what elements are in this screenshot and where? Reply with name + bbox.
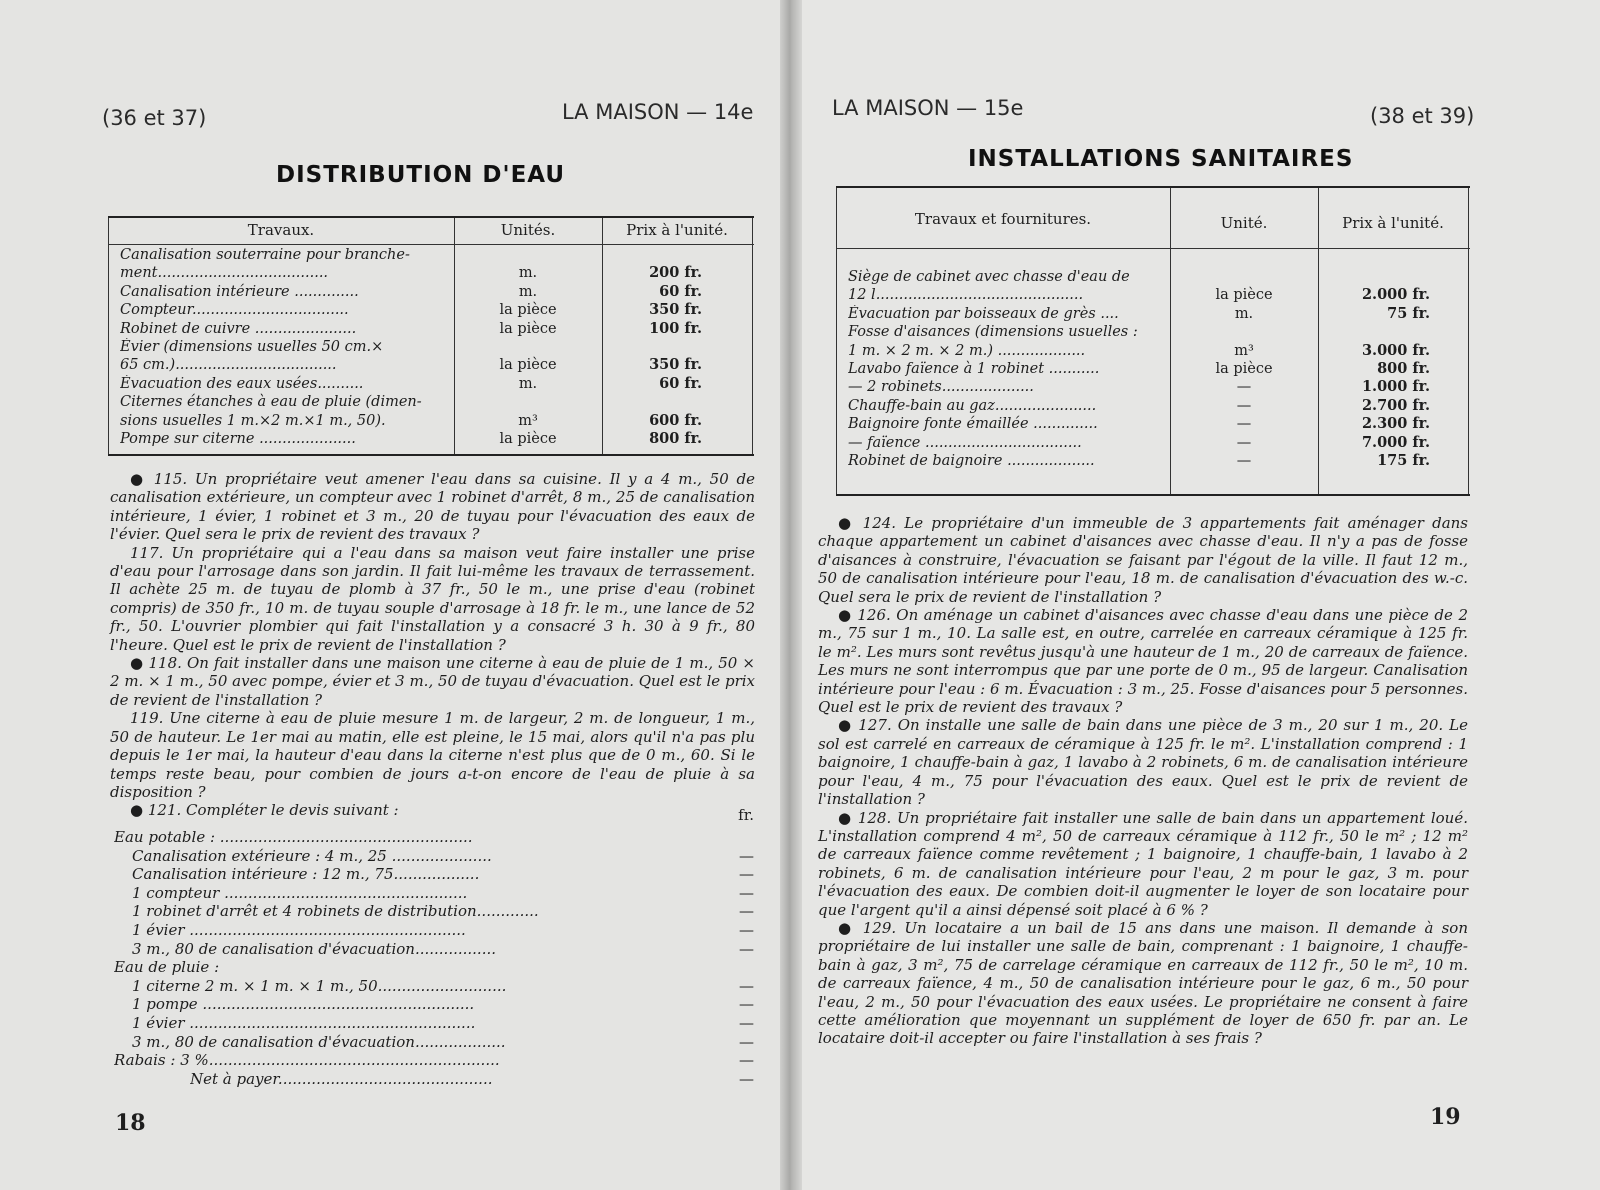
table-row-unit: — bbox=[1236, 397, 1252, 414]
estimate-line-text: Eau potable : ..................................................... bbox=[114, 828, 473, 846]
table-row-price: 2.700 fr. bbox=[1361, 396, 1430, 414]
table-row-price: 350 fr. bbox=[649, 356, 702, 374]
estimate-line bbox=[114, 995, 754, 1014]
estimate-line bbox=[114, 1051, 754, 1070]
estimate-line-amount: — bbox=[739, 1013, 754, 1032]
estimate-line bbox=[114, 1014, 754, 1033]
estimate-line bbox=[114, 940, 754, 959]
estimate-line-text: Eau de pluie : bbox=[114, 958, 220, 977]
estimate-line bbox=[114, 958, 754, 977]
table-row-label: Canalisation intérieure .............. bbox=[120, 283, 359, 300]
right-price-table bbox=[836, 186, 1470, 496]
problem-paragraph: ● 126. On aménage un cabinet d'aisances avec chasse d'eau dans une pièce de 2 m., 75 sur 1 m., 10. La salle est, en outre, carrelée en carreaux céramique à 125 fr. le m². Les murs sont revêtus jusqu'à une hauteur de 1 m., 20 de carreaux de faïence. Les murs ne sont interrompus que par une porte de 0 m., 95 de largeur. Canalisation intérieure pour l'eau : 6 m. Évacuation : 3 m., 25. Fosse d'aisances pour 5 personnes. Quel est le prix de revient des travaux ? bbox=[818, 606, 1468, 717]
table-row-unit: m³ bbox=[1234, 342, 1254, 359]
problem-paragraph: 119. Une citerne à eau de pluie mesure 1 m. de largeur, 2 m. de longueur, 1 m., 50 de hauteur. Le 1er mai au matin, elle est pleine, le 15 mai, alors qu'il n'a pas plu depuis le 1er mai, la hauteur d'eau dans la citerne n'est plus que de 0 m., 60. Si le temps reste beau, pour combien de jours a-t-on encore de l'eau de pluie à sa disposition ? bbox=[110, 709, 755, 801]
left-price-table bbox=[108, 216, 754, 456]
estimate-line-amount: — bbox=[739, 1032, 754, 1051]
estimate-line bbox=[114, 902, 754, 921]
left-page bbox=[0, 0, 790, 1190]
table-row-label: Lavabo faïence à 1 robinet ........... bbox=[848, 361, 1100, 377]
table-row-label: Évacuation des eaux usées.......... bbox=[120, 375, 364, 392]
table-row-label: Fosse d'aisances (dimensions usuelles : bbox=[848, 324, 1138, 341]
left-header-chapter: LA MAISON — 14e bbox=[562, 100, 754, 124]
table-row-unit: — bbox=[1236, 379, 1252, 396]
right-page bbox=[790, 0, 1600, 1190]
estimate-line bbox=[114, 847, 754, 866]
estimate-line-text: 1 pompe ......................................................... bbox=[132, 995, 475, 1014]
table-row-price: 3.000 fr. bbox=[1361, 341, 1430, 359]
table-row-label: Robinet de baignoire ................... bbox=[848, 453, 1095, 469]
estimate-line-text: Canalisation extérieure : 4 m., 25 ..................... bbox=[132, 846, 492, 865]
estimate-line-text: 1 citerne 2 m. × 1 m. × 1 m., 50........................... bbox=[132, 976, 507, 995]
estimate-line-amount: — bbox=[739, 902, 754, 921]
table-row-price: 2.300 fr. bbox=[1361, 415, 1430, 433]
table-row-price: 60 fr. bbox=[659, 282, 702, 300]
table-row-unit: — bbox=[1236, 434, 1252, 451]
left-problems bbox=[110, 470, 755, 820]
estimate-line-text: Rabais : 3 %............................................................. bbox=[114, 1051, 500, 1070]
problem-paragraph: 117. Un propriétaire qui a l'eau dans sa maison veut faire installer une prise d'eau pour l'arrosage dans son jardin. Il fait lui-même les travaux de terrassement. Il achète 25 m. de tuyau de plomb à 37 fr., 50 le m., une prise d'eau (robinet compris) de 350 fr., 10 m. de tuyau souple d'arrosage à 18 fr. le m., une lance de 52 fr., 50. L'ouvrier plombier qui fait l'installation y a consacré 3 h. 30 à 9 fr., 80 l'heure. Quel est le prix de revient de l'installation ? bbox=[110, 543, 755, 654]
left-table-header-works: Travaux. bbox=[247, 221, 315, 239]
left-page-title: DISTRIBUTION D'EAU bbox=[276, 162, 566, 188]
table-row-price: 800 fr. bbox=[1377, 360, 1430, 377]
table-row-label: 1 m. × 2 m. × 2 m.) ................... bbox=[848, 342, 1086, 359]
estimate-line-text: 1 compteur ................................................... bbox=[132, 883, 468, 902]
table-row-label: — faïence .................................. bbox=[848, 434, 1082, 451]
problem-paragraph: ● 128. Un propriétaire fait installer une salle de bain dans un appartement loué. L'installation comprend 4 m², 50 de carreaux céramique à 112 fr., 50 le m² ; 12 m² de carreaux faïence comme revêtement ; 1 baignoire, 1 chauffe-bain, 1 lavabo à 2 robinets, 6 m. de canalisation intérieure pour l'eau, 2 m pour le gaz, 3 m. pour l'évacuation des eaux. De combien doit-il augmenter le loyer de son locataire pour que l'argent qu'il a ainsi dépensé soit placé à 6 % ? bbox=[818, 808, 1468, 919]
problem-paragraph: ● 121. Compléter le devis suivant : bbox=[130, 801, 399, 820]
estimate-line bbox=[114, 921, 754, 940]
table-row-label: Pompe sur citerne ..................... bbox=[120, 431, 356, 447]
estimate-line-amount: — bbox=[739, 846, 754, 865]
estimate-line-amount: — bbox=[739, 976, 754, 995]
table-row-unit: m. bbox=[518, 265, 538, 282]
table-row-price: 1.000 fr. bbox=[1361, 378, 1430, 396]
right-header-pages: (38 et 39) bbox=[1370, 104, 1475, 128]
right-table-header-price: Prix à l'unité. bbox=[1342, 214, 1444, 232]
table-row-price: 75 fr. bbox=[1387, 304, 1430, 322]
estimate-line-amount: — bbox=[739, 883, 754, 902]
right-header-chapter: LA MAISON — 15e bbox=[832, 96, 1024, 120]
problem-paragraph: ● 118. On fait installer dans une maison une citerne à eau de pluie de 1 m., 50 × 2 m. × 1 m., 50 avec pompe, évier et 3 m., 50 de tuyau d'évacuation. Quel est le prix de revient de l'installation ? bbox=[110, 654, 755, 709]
problem-paragraph: ● 115. Un propriétaire veut amener l'eau dans sa cuisine. Il y a 4 m., 50 de canalisation extérieure, un compteur avec 1 robinet d'arrêt, 8 m., 25 de canalisation intérieure, 1 évier, 1 robinet et 3 m., 20 de tuyau pour l'évacuation des eaux de l'évier. Quel sera le prix de revient des travaux ? bbox=[110, 470, 755, 544]
table-row-label: 65 cm.)................................... bbox=[120, 357, 337, 374]
table-row-price: 100 fr. bbox=[649, 319, 702, 337]
table-row-price: 600 fr. bbox=[649, 411, 702, 429]
estimate-line-amount: — bbox=[739, 939, 754, 958]
estimate-line bbox=[114, 828, 754, 847]
estimate-line bbox=[114, 884, 754, 903]
table-row-label: Chauffe-bain au gaz...................... bbox=[848, 397, 1097, 414]
estimate-line-text: 1 évier ............................................................ bbox=[132, 1013, 476, 1032]
table-row-price: 2.000 fr. bbox=[1361, 286, 1430, 304]
table-row-price: 175 fr. bbox=[1377, 452, 1430, 469]
table-row-label: Robinet de cuivre ...................... bbox=[120, 320, 357, 337]
left-page-number: 18 bbox=[115, 1110, 146, 1136]
left-table-header-price: Prix à l'unité. bbox=[626, 221, 728, 239]
table-row-unit: m. bbox=[518, 375, 538, 392]
table-row-unit: la pièce bbox=[1215, 361, 1273, 377]
book-gutter bbox=[780, 0, 802, 1190]
right-problems bbox=[818, 514, 1468, 1048]
table-row-label: Compteur.................................. bbox=[120, 302, 349, 319]
table-row-label: Évier (dimensions usuelles 50 cm.× bbox=[120, 339, 384, 355]
left-header-pages: (36 et 37) bbox=[102, 106, 207, 130]
estimate-line-amount: — bbox=[739, 865, 754, 884]
estimate-line-amount: — bbox=[739, 995, 754, 1014]
table-row-unit: — bbox=[1236, 453, 1252, 469]
table-row-unit: m³ bbox=[518, 412, 538, 429]
table-row-label: — 2 robinets.................... bbox=[848, 379, 1034, 396]
table-row-unit: la pièce bbox=[499, 357, 557, 374]
estimate-currency: fr. bbox=[738, 806, 754, 824]
table-row-price: 200 fr. bbox=[649, 264, 702, 282]
estimate-line bbox=[114, 1033, 754, 1052]
estimate-line-text: 3 m., 80 de canalisation d'évacuation................. bbox=[132, 939, 497, 958]
estimate-line-text: 3 m., 80 de canalisation d'évacuation................... bbox=[132, 1032, 506, 1051]
table-row-label: Citernes étanches à eau de pluie (dimen- bbox=[120, 394, 422, 411]
problem-paragraph: ● 127. On installe une salle de bain dans une pièce de 3 m., 20 sur 1 m., 20. Le sol est carrelé en carreaux de céramique à 125 fr. le m². L'installation comprend : 1 baignoire, 1 chauffe-bain à gaz, 1 lavabo à 2 robinets, 6 m. de canalisation intérieure pour l'eau, 4 m., 75 pour l'évacuation des eaux. Quel est le prix de revient de l'installation ? bbox=[818, 716, 1468, 809]
table-row-unit: la pièce bbox=[1215, 287, 1273, 304]
estimate-line-text: Net à payer............................................. bbox=[190, 1069, 493, 1088]
table-row-price: 800 fr. bbox=[649, 430, 702, 447]
problem-paragraph: ● 124. Le propriétaire d'un immeuble de 3 appartements fait aménager dans chaque appartement un cabinet d'aisances avec chasse d'eau. Il n'y a pas de fosse d'aisances à construire, l'évacuation se faisant par l'égout de la ville. Il faut 12 m., 50 de canalisation intérieure pour l'eau, 18 m. de canalisation d'évacuation des w.-c. Quel sera le prix de revient de l'installation ? bbox=[818, 514, 1468, 606]
table-row-unit: — bbox=[1236, 416, 1252, 433]
right-page-number: 19 bbox=[1430, 1104, 1461, 1130]
right-table-header-unit: Unité. bbox=[1220, 214, 1268, 232]
estimate-line bbox=[114, 1070, 754, 1089]
estimate-line-text: 1 évier .......................................................... bbox=[132, 920, 466, 939]
table-row-label: Canalisation souterraine pour branche- bbox=[120, 247, 410, 263]
table-row-unit: m. bbox=[518, 283, 538, 300]
right-page-title: INSTALLATIONS SANITAIRES bbox=[968, 146, 1354, 172]
estimate-line-amount: — bbox=[739, 920, 754, 939]
table-row-unit: la pièce bbox=[499, 302, 557, 319]
problem-paragraph: ● 129. Un locataire a un bail de 15 ans dans une maison. Il demande à son propriétaire de lui installer une salle de bain, comprenant : 1 baignoire, 1 chauffe-bain à gaz, 3 m², 75 de carrelage céramique en carreaux de 112 fr., 50 le m², 10 m. de carreaux faïence, 4 m., 50 de canalisation intérieure pour le gaz, 6 m., 50 pour l'eau, 2 m., 50 pour l'évacuation des eaux usées. Le propriétaire ne consent à faire cette amélioration que moyennant un supplément de loyer de 650 fr. par an. Le locataire doit-il accepter ou faire l'installation à ses frais ? bbox=[818, 918, 1468, 1048]
estimate-line bbox=[114, 977, 754, 996]
estimate-line bbox=[114, 865, 754, 884]
estimate-line-text: 1 robinet d'arrêt et 4 robinets de distribution............. bbox=[132, 902, 539, 921]
table-row-label: 12 l............................................. bbox=[848, 287, 1084, 304]
estimate-line-text: Canalisation intérieure : 12 m., 75.................. bbox=[132, 865, 480, 884]
table-row-price: 60 fr. bbox=[659, 374, 702, 392]
table-row-unit: la pièce bbox=[499, 320, 557, 337]
table-row-price: 350 fr. bbox=[649, 301, 702, 319]
estimate-line-amount: — bbox=[739, 1051, 754, 1070]
left-table-header-units: Unités. bbox=[500, 221, 556, 239]
table-row-label: Évacuation par boisseaux de grès .... bbox=[848, 305, 1119, 322]
table-row-label: ment..................................... bbox=[120, 265, 329, 282]
table-row-price: 7.000 fr. bbox=[1361, 433, 1430, 451]
right-table-header-works: Travaux et fournitures. bbox=[914, 210, 1092, 228]
estimate-line-amount: — bbox=[739, 1069, 754, 1088]
table-row-label: Siège de cabinet avec chasse d'eau de bbox=[848, 269, 1130, 285]
table-row-unit: la pièce bbox=[499, 431, 557, 447]
table-row-label: Baignoire fonte émaillée .............. bbox=[848, 416, 1098, 433]
table-row-label: sions usuelles 1 m.×2 m.×1 m., 50). bbox=[120, 412, 386, 429]
table-row-unit: m. bbox=[1234, 305, 1254, 322]
